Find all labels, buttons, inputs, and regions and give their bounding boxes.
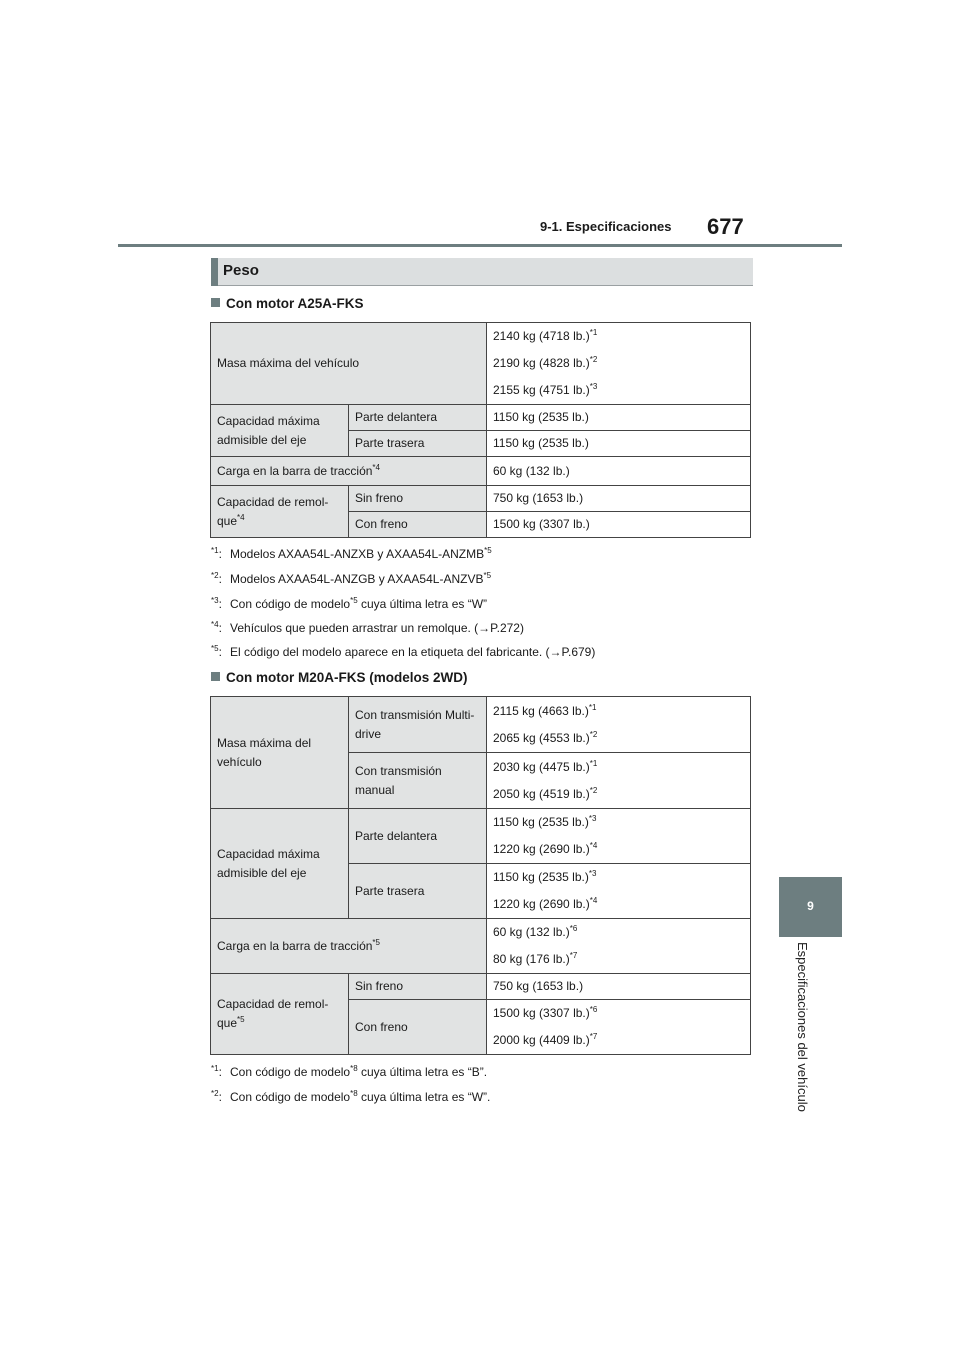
page-number: 677 [707, 214, 744, 239]
cell-sin-freno-label: Sin freno [349, 974, 487, 1000]
footnote: $^{*2}$: Modelos AXAA54L-ANZGB y AXAA54L-ANZVB$^{*5}$ [211, 571, 492, 586]
subheading-m20a [211, 670, 468, 685]
footnote: $^{*5}$: El código del modelo aparece en la etiqueta del fabricante. (→P.679) [211, 644, 596, 659]
row-label-remolque: Capacidad de remol- que$^{*4}$ [211, 486, 349, 538]
section-title-bar [211, 258, 753, 286]
row-label-eje: Capacidad máxima admisible del eje [211, 809, 349, 919]
header-rule [118, 244, 842, 247]
footnote: $^{*3}$: Con código de modelo$^{*5}$ cuya última letra es “W” [211, 596, 488, 611]
row-label-masa: Masa máxima del vehículo [211, 323, 487, 405]
row-label-eje: Capacidad máxima admisible del eje [211, 405, 349, 457]
cell-con-freno-value: 1500 kg (3307 lb.) [487, 512, 751, 538]
cell-barra-value: 60 kg (132 lb.) [487, 457, 751, 486]
cell-con-freno-label: Con freno [349, 512, 487, 538]
chapter-tab-label: Especificaciones del vehículo [795, 942, 810, 1112]
table-row [211, 697, 751, 753]
weight-table-a25a [210, 322, 751, 538]
row-label-barra: Carga en la barra de tracción$^{*5}$ [211, 919, 487, 974]
cell-front-label: Parte delantera [349, 405, 487, 431]
weight-table-m20a [210, 696, 751, 1055]
section-title-accent [211, 258, 218, 286]
cell-rear-label: Parte trasera [349, 431, 487, 457]
cell-barra-values: 60 kg (132 lb.)$^{*6}$ 80 kg (176 lb.)$^{*7}$ [487, 919, 751, 974]
table-row [211, 323, 751, 405]
subheading-text: Con motor A25A-FKS [226, 296, 364, 311]
cell-front-value: 1150 kg (2535 lb.) [487, 405, 751, 431]
cell-rear-label: Parte trasera [349, 864, 487, 919]
table-row [211, 457, 751, 486]
cell-con-freno-values: 1500 kg (3307 lb.)$^{*6}$ 2000 kg (4409 lb.)$^{*7}$ [487, 1000, 751, 1055]
footnote: $^{*1}$: Modelos AXAA54L-ANZXB y AXAA54L-ANZMB$^{*5}$ [211, 546, 492, 561]
cell-multidrive-values: 2115 kg (4663 lb.)$^{*1}$ 2065 kg (4553 lb.)$^{*2}$ [487, 697, 751, 753]
cell-rear-values: 1150 kg (2535 lb.)$^{*3}$ 1220 kg (2690 lb.)$^{*4}$ [487, 864, 751, 919]
subheading-text: Con motor M20A-FKS (modelos 2WD) [226, 670, 468, 685]
table-row [211, 919, 751, 974]
cell-sin-freno-value: 750 kg (1653 lb.) [487, 974, 751, 1000]
cell-front-label: Parte delantera [349, 809, 487, 864]
cell-con-freno-label: Con freno [349, 1000, 487, 1055]
row-label-barra: Carga en la barra de tracción$^{*4}$ [211, 457, 487, 486]
table-row [211, 405, 751, 431]
cell-manual-values: 2030 kg (4475 lb.)$^{*1}$ 2050 kg (4519 lb.)$^{*2}$ [487, 753, 751, 809]
footnote: $^{*2}$: Con código de modelo$^{*8}$ cuya última letra es “W”. [211, 1089, 491, 1104]
table-row [211, 809, 751, 864]
bullet-square-icon [211, 672, 220, 681]
cell-sin-freno-value: 750 kg (1653 lb.) [487, 486, 751, 512]
cell-manual-label: Con transmisión manual [349, 753, 487, 809]
subheading-a25a [211, 296, 364, 311]
row-label-remolque: Capacidad de remol- que$^{*5}$ [211, 974, 349, 1055]
running-header-section: 9-1. Especificaciones [540, 219, 672, 234]
cell-rear-value: 1150 kg (2535 lb.) [487, 431, 751, 457]
cell-multidrive-label: Con transmisión Multi- drive [349, 697, 487, 753]
bullet-square-icon [211, 298, 220, 307]
chapter-tab-number: 9 [807, 899, 814, 913]
table-row [211, 974, 751, 1000]
cell-front-values: 1150 kg (2535 lb.)$^{*3}$ 1220 kg (2690 lb.)$^{*4}$ [487, 809, 751, 864]
row-label-masa: Masa máxima del vehículo [211, 697, 349, 809]
row-values-masa: 2140 kg (4718 lb.)$^{*1}$ 2190 kg (4828 lb.)$^{*2}$ 2155 kg (4751 lb.)$^{*3}$ [487, 323, 751, 405]
table-row [211, 486, 751, 512]
cell-sin-freno-label: Sin freno [349, 486, 487, 512]
footnote: $^{*4}$: Vehículos que pueden arrastrar un remolque. (→P.272) [211, 620, 524, 635]
section-title: Peso [223, 262, 259, 279]
footnote: $^{*1}$: Con código de modelo$^{*8}$ cuya última letra es “B”. [211, 1064, 488, 1079]
